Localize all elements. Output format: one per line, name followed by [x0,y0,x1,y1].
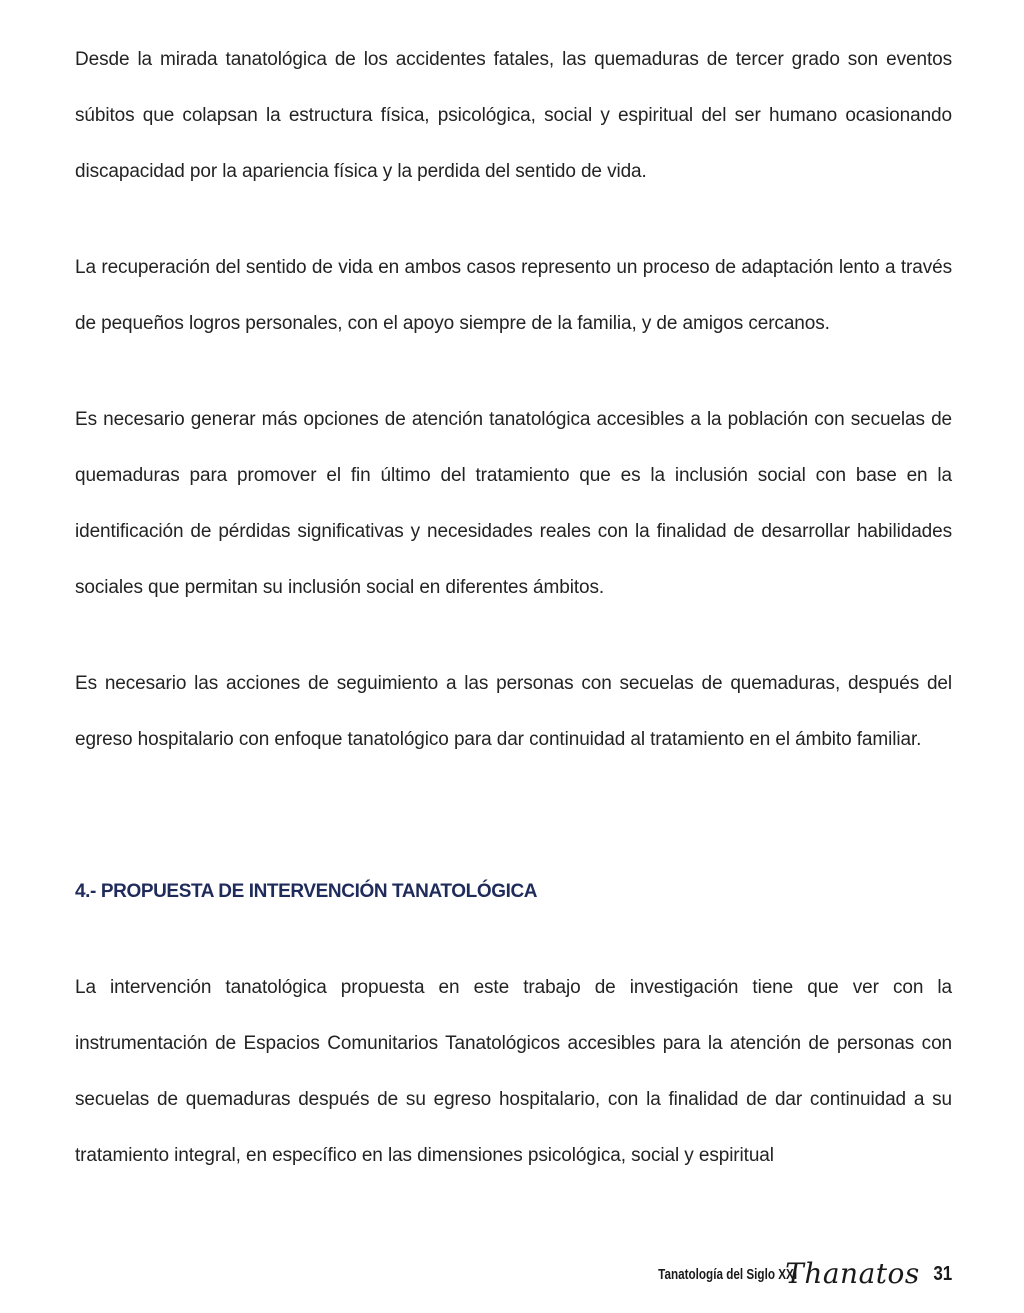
section-heading: 4.- PROPUESTA DE INTERVENCIÓN TANATOLÓGICA [75,881,538,902]
thanatos-logo: Thanatos [785,1257,920,1290]
paragraph-accidentes: Desde la mirada tanatológica de los accidentes fatales, las quemaduras de tercer grado son eventos súbitos que colapsan la estructura física, psicológica, social y espiritual del ser humano ocasionando discapacidad por la apariencia física y la perdida del sentido de vida. [75,49,952,182]
page-number: 31 [933,1262,952,1285]
paragraph-opciones-atencion: Es necesario generar más opciones de atención tanatológica accesibles a la población con secuelas de quemaduras para promover el fin último del tratamiento que es la inclusión social con base en la identificación de pérdidas significativas y necesidades reales con la finalidad de desarrollar habilidades sociales que permitan su inclusión social en diferentes ámbitos. [75,409,952,598]
paragraph-recuperacion: La recuperación del sentido de vida en ambos casos represento un proceso de adaptación lento a través de pequeños logros personales, con el apoyo siempre de la familia, y de amigos cercanos. [75,257,952,334]
paragraph-seguimiento: Es necesario las acciones de seguimiento a las personas con secuelas de quemaduras, después del egreso hospitalario con enfoque tanatológico para dar continuidad al tratamiento en el ámbito familiar. [75,673,952,750]
paragraph-intervencion: La intervención tanatológica propuesta en este trabajo de investigación tiene que ver con la instrumentación de Espacios Comunitarios Tanatológicos accesibles para la atención de personas con secuelas de quemaduras después de su egreso hospitalario, con la finalidad de dar continuidad a su tratamiento integral, en específico en las dimensiones psicológica, social y espiritual [75,977,952,1166]
page-footer [619,1256,952,1292]
journal-name: Tanatología del Siglo XXI [658,1265,798,1283]
